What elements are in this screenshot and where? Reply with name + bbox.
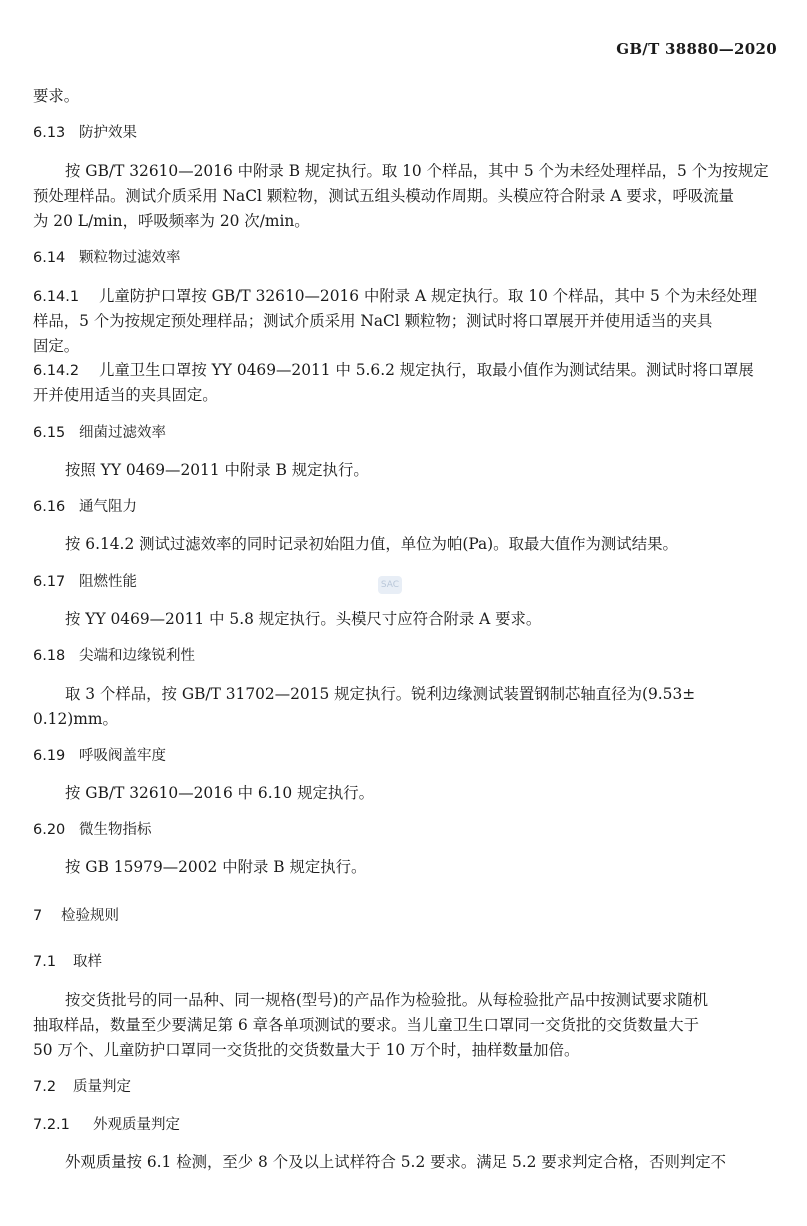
- section-number: 6.16: [33, 499, 66, 515]
- paragraph-line: 样品，5 个为按规定预处理样品；测试介质采用 NaCl 颗粒物；测试时将口罩展开并使用适当的夹具: [33, 312, 713, 330]
- chapter-title: 检验规则: [61, 908, 119, 924]
- section-number: 6.15: [33, 425, 66, 441]
- chapter-number: 7: [33, 908, 43, 924]
- section-6-19-heading: [33, 746, 166, 766]
- paragraph-line: 抽取样品，数量至少要满足第 6 章各单项测试的要求。当儿童卫生口罩同一交货批的交货数量大于: [33, 1016, 699, 1034]
- section-number: 7.2: [33, 1079, 57, 1095]
- section-title: 尖端和边缘锐利性: [79, 648, 195, 664]
- subsection-text: 儿童防护口罩按 GB/T 32610—2016 中附录 A 规定执行。取 10 个样品，其中 5 个为未经处理: [99, 287, 758, 305]
- section-number: 6.18: [33, 648, 66, 664]
- paragraph-line: 为 20 L/min，呼吸频率为 20 次/min。: [33, 212, 310, 230]
- paragraph-line: 50 万个、儿童防护口罩同一交货批的交货数量大于 10 万个时，抽样数量加倍。: [33, 1041, 580, 1059]
- section-title: 微生物指标: [79, 822, 152, 838]
- paragraph-line: 0.12)mm。: [33, 710, 118, 728]
- section-6-17-heading: [33, 572, 137, 592]
- subsection-number: 6.14.2: [33, 363, 80, 379]
- section-6-18-heading: [33, 646, 195, 666]
- paragraph-line: 预处理样品。测试介质采用 NaCl 颗粒物，测试五组头模动作周期。头模应符合附录 A 要求，呼吸流量: [33, 187, 735, 205]
- paragraph-line: 按 GB/T 32610—2016 中 6.10 规定执行。: [65, 784, 375, 802]
- paragraph-line: 按 GB/T 32610—2016 中附录 B 规定执行。取 10 个样品，其中 5 个为未经处理样品，5 个为按规定: [65, 162, 769, 180]
- continued-text: 要求。: [33, 87, 80, 105]
- section-7-1-heading: [33, 952, 102, 972]
- section-title: 取样: [73, 954, 102, 970]
- paragraph-line: 外观质量按 6.1 检测，至少 8 个及以上试样符合 5.2 要求。满足 5.2 要求判定合格，否则判定不: [65, 1153, 727, 1171]
- subsection-text: 儿童卫生口罩按 YY 0469—2011 中 5.6.2 规定执行，取最小值作为测试结果。测试时将口罩展: [99, 361, 754, 379]
- paragraph-line: [33, 286, 757, 307]
- section-6-20-heading: [33, 820, 152, 840]
- section-title: 细菌过滤效率: [79, 425, 166, 441]
- section-title: 外观质量判定: [93, 1117, 180, 1133]
- section-7-2-1-heading: [33, 1115, 180, 1135]
- subsection-number: 6.14.1: [33, 289, 80, 305]
- section-7-2-heading: [33, 1077, 131, 1097]
- paragraph-line: 按照 YY 0469—2011 中附录 B 规定执行。: [65, 461, 369, 479]
- section-number: 7.1: [33, 954, 57, 970]
- section-6-16-heading: [33, 497, 137, 517]
- section-title: 阻燃性能: [79, 574, 137, 590]
- paragraph-line: 取 3 个样品，按 GB/T 31702—2015 规定执行。锐利边缘测试装置钢制芯轴直径为(9.53±: [65, 685, 696, 703]
- chapter-7-heading: [33, 906, 119, 926]
- section-number: 6.13: [33, 125, 66, 141]
- section-title: 防护效果: [79, 125, 137, 141]
- paragraph-line: 按交货批号的同一品种、同一规格(型号)的产品作为检验批。从每检验批产品中按测试要求随机: [65, 991, 709, 1009]
- paragraph-line: [33, 360, 754, 381]
- watermark-logo: SAC: [378, 576, 402, 594]
- paragraph-line: 按 GB 15979—2002 中附录 B 规定执行。: [65, 858, 367, 876]
- paragraph-line: 固定。: [33, 337, 80, 355]
- section-number: 6.19: [33, 748, 66, 764]
- section-number: 6.17: [33, 574, 66, 590]
- paragraph-line: 开并使用适当的夹具固定。: [33, 386, 218, 404]
- standard-code-header: GB/T 38880—2020: [616, 40, 777, 58]
- section-6-13-heading: [33, 123, 137, 143]
- section-6-14-heading: [33, 248, 181, 268]
- section-title: 呼吸阀盖牢度: [79, 748, 166, 764]
- section-title: 通气阻力: [79, 499, 137, 515]
- section-title: 颗粒物过滤效率: [79, 250, 181, 266]
- section-number: 7.2.1: [33, 1117, 70, 1133]
- paragraph-line: 按 YY 0469—2011 中 5.8 规定执行。头模尺寸应符合附录 A 要求。: [65, 610, 542, 628]
- section-number: 6.14: [33, 250, 66, 266]
- section-title: 质量判定: [73, 1079, 131, 1095]
- section-number: 6.20: [33, 822, 66, 838]
- paragraph-line: 按 6.14.2 测试过滤效率的同时记录初始阻力值，单位为帕(Pa)。取最大值作为测试结果。: [65, 535, 678, 553]
- section-6-15-heading: [33, 423, 166, 443]
